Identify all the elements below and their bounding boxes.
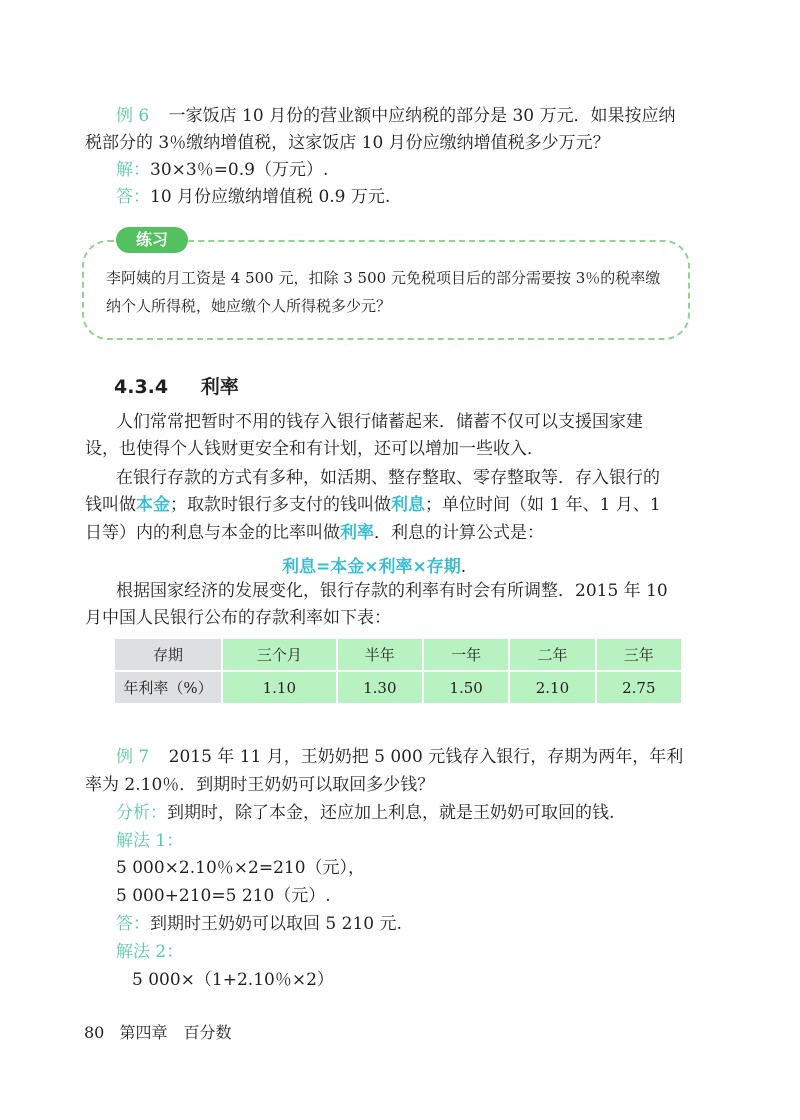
- table-cell: 半年: [337, 638, 423, 671]
- table-cell: 1.50: [423, 671, 509, 704]
- section-heading: [114, 372, 239, 399]
- practice-line1: 李阿姨的月工资是 4 500 元，扣除 3 500 元免税项目后的部分需要按 3％的税率缴: [106, 269, 661, 287]
- table-cell: 2.10: [509, 671, 595, 704]
- example6-line1: 例 6 一家饭店 10 月份的营业额中应纳税的部分是 30 万元．如果按应纳: [116, 106, 676, 126]
- practice-tag: 练习: [116, 227, 188, 253]
- paragraph1-line1: 人们常常把暂时不用的钱存入银行储蓄起来．储蓄不仅可以支援国家建: [116, 412, 643, 432]
- table-cell: 2.75: [596, 671, 682, 704]
- method1-label: 解法 1：: [116, 831, 184, 851]
- table-cell: 1.10: [222, 671, 337, 704]
- term-principal: 本金: [136, 495, 170, 515]
- example6-solution: 解：30×3％=0.9（万元）.: [116, 160, 329, 180]
- answer-label: 答：: [116, 914, 150, 934]
- answer-label: 答：: [116, 187, 150, 207]
- table-row-periods: [114, 638, 682, 671]
- table-header-label: 存期: [114, 638, 222, 671]
- example6-line2: 税部分的 3％缴纳增值税，这家饭店 10 月份应缴纳增值税多少万元？: [85, 133, 610, 153]
- table-cell: 三年: [596, 638, 682, 671]
- example7-label: 例 7: [116, 747, 150, 767]
- paragraph3-line2: 月中国人民银行公布的存款利率如下表：: [85, 608, 391, 628]
- calculation-line2: 5 000+210=5 210（元）.: [116, 886, 331, 906]
- section-number: 4.3.4: [114, 376, 169, 398]
- interest-formula: 利息=本金×利率×存期.: [282, 557, 467, 577]
- paragraph2-line3: 日等）内的利息与本金的比率叫做利率．利息的计算公式是：: [85, 523, 544, 543]
- example6-label: 例 6: [116, 106, 150, 126]
- paragraph2-line2: 钱叫做本金；取款时银行多支付的钱叫做利息；单位时间（如 1 年、1 月、1: [85, 495, 661, 515]
- calculation-line1: 5 000×2.10％×2=210（元），: [116, 858, 366, 878]
- interest-rate-table: [113, 637, 683, 705]
- analysis-label: 分析：: [116, 803, 167, 823]
- page-footer: [84, 1020, 231, 1043]
- example7-line2: 率为 2.10％．到期时王奶奶可以取回多少钱？: [85, 775, 435, 795]
- table-cell: 二年: [509, 638, 595, 671]
- formula-text: 利息=本金×利率×存期: [282, 557, 461, 577]
- paragraph2-line1: 在银行存款的方式有多种，如活期、整存整取、零存整取等．存入银行的: [116, 468, 660, 488]
- table-cell: 三个月: [222, 638, 337, 671]
- table-row-rates: [114, 671, 682, 704]
- practice-box: [82, 240, 690, 340]
- table-cell: 1.30: [337, 671, 423, 704]
- example7-analysis: 分析：到期时，除了本金，还应加上利息，就是王奶奶可取回的钱.: [116, 803, 615, 823]
- example6-answer: 答：10 月份应缴纳增值税 0.9 万元.: [116, 187, 391, 207]
- example7-line1: 例 7 2015 年 11 月，王奶奶把 5 000 元钱存入银行，存期为两年，年利: [116, 747, 684, 767]
- page-number: 80: [84, 1023, 105, 1042]
- term-rate: 利率: [340, 523, 374, 543]
- table-cell: 一年: [423, 638, 509, 671]
- solution-label: 解：: [116, 160, 150, 180]
- section-title: 利率: [200, 376, 239, 398]
- method2-label: 解法 2：: [116, 942, 184, 962]
- example7-answer: 答：到期时王奶奶可以取回 5 210 元.: [116, 914, 402, 934]
- paragraph3-line1: 根据国家经济的发展变化，银行存款的利率有时会有所调整．2015 年 10: [116, 581, 668, 601]
- table-row-label: 年利率（%）: [114, 671, 222, 704]
- term-interest: 利息: [391, 495, 425, 515]
- chapter-title: 第四章 百分数: [119, 1023, 232, 1042]
- paragraph1-line2: 设，也使得个人钱财更安全和有计划，还可以增加一些收入．: [85, 439, 544, 459]
- practice-line2: 纳个人所得税，她应缴个人所得税多少元？: [106, 297, 392, 315]
- calculation-line3: 5 000×（1+2.10％×2）: [132, 970, 334, 990]
